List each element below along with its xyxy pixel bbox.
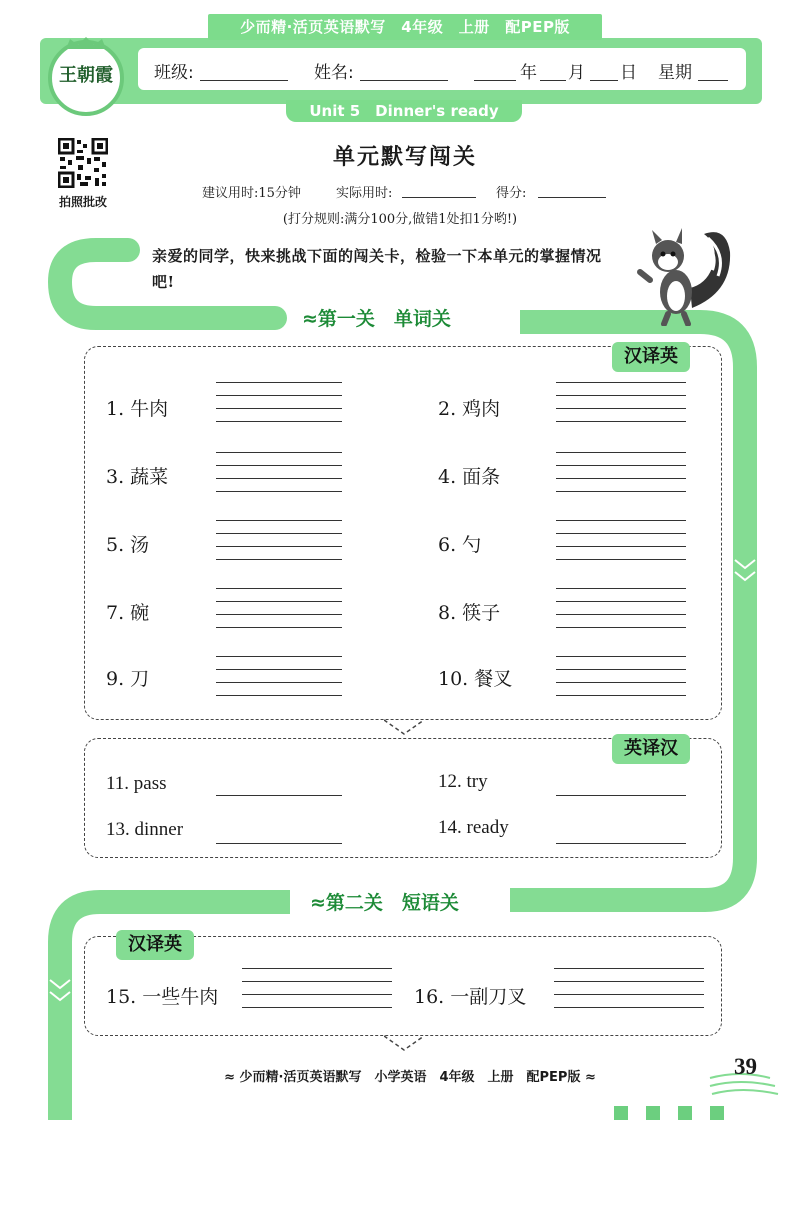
writing-lines-16[interactable]	[554, 968, 704, 1008]
word-item-8: 8. 筷子	[438, 602, 501, 624]
badge-en-cn: 英译汉	[612, 734, 690, 764]
decor-square	[710, 1106, 724, 1120]
level1-title: ≈第一关 单词关	[292, 304, 461, 331]
day-label: 日	[620, 63, 637, 83]
publisher-logo	[48, 40, 124, 116]
writing-lines-7[interactable]	[216, 588, 342, 628]
word-item-2: 2. 鸡肉	[438, 398, 501, 420]
score-field[interactable]	[538, 197, 606, 198]
series-banner	[208, 14, 602, 40]
name-label: 姓名:	[314, 63, 354, 83]
writing-lines-15[interactable]	[242, 968, 392, 1008]
qr-label: 拍照批改	[58, 195, 107, 209]
answer-line-14[interactable]	[556, 843, 686, 844]
writing-lines-10[interactable]	[556, 656, 686, 696]
phrase-item-16: 16. 一副刀叉	[414, 986, 527, 1008]
class-field[interactable]	[200, 80, 288, 81]
weekday-field[interactable]	[698, 80, 728, 81]
word-item-13: 13. dinner	[106, 819, 184, 840]
writing-lines-6[interactable]	[556, 520, 686, 560]
answer-line-11[interactable]	[216, 795, 342, 796]
level2-title: ≈第二关 短语关	[300, 888, 469, 915]
writing-lines-1[interactable]	[216, 382, 342, 422]
unit-tab	[286, 100, 522, 122]
writing-lines-4[interactable]	[556, 452, 686, 492]
writing-lines-9[interactable]	[216, 656, 342, 696]
score-label: 得分:	[496, 186, 527, 201]
year-field[interactable]	[474, 80, 516, 81]
scoring-rule: (打分规则:满分100分,做错1处扣1分哟!)	[282, 212, 518, 227]
answer-line-12[interactable]	[556, 795, 686, 796]
qr-code-icon[interactable]	[58, 138, 108, 188]
word-item-10: 10. 餐叉	[438, 668, 513, 690]
writing-lines-2[interactable]	[556, 382, 686, 422]
decor-square	[614, 1106, 628, 1120]
writing-lines-8[interactable]	[556, 588, 686, 628]
page-number: 39	[734, 1054, 757, 1079]
month-label: 月	[568, 63, 585, 83]
page-title: 单元默写闯关	[332, 145, 477, 170]
word-item-9: 9. 刀	[106, 668, 150, 690]
badge-cn-en: 汉译英	[612, 342, 690, 372]
word-item-6: 6. 勺	[438, 534, 482, 556]
student-info-box	[138, 48, 746, 90]
weekday-label: 星期	[658, 63, 692, 83]
name-field[interactable]	[360, 80, 448, 81]
badge-phrase-cn-en: 汉译英	[116, 930, 194, 960]
word-item-4: 4. 面条	[438, 466, 501, 488]
day-field[interactable]	[590, 80, 618, 81]
decor-square	[678, 1106, 692, 1120]
crown-icon	[64, 36, 108, 50]
logo-text: 王朝霞	[59, 65, 113, 86]
phrase-item-15: 15. 一些牛肉	[106, 986, 219, 1008]
box-notch-decoration-2	[384, 1028, 424, 1052]
answer-line-13[interactable]	[216, 843, 342, 844]
writing-lines-5[interactable]	[216, 520, 342, 560]
squirrel-mascot-icon	[632, 222, 736, 326]
actual-time-field[interactable]	[402, 197, 476, 198]
word-item-12: 12. try	[438, 771, 488, 792]
series-title: 少而精·活页英语默写 4年级 上册 配PEP版	[240, 18, 570, 36]
writing-lines-3[interactable]	[216, 452, 342, 492]
class-label: 班级:	[154, 63, 194, 83]
suggested-time: 建议用时:15分钟	[202, 186, 301, 201]
box-notch-decoration	[384, 712, 424, 736]
intro-text: 亲爱的同学，快来挑战下面的闯关卡，检验一下本单元的掌握情况吧!	[152, 247, 602, 291]
word-item-11: 11. pass	[106, 773, 167, 794]
word-item-14: 14. ready	[438, 817, 509, 838]
year-label: 年	[520, 63, 537, 83]
actual-time-label: 实际用时:	[336, 186, 393, 201]
month-field[interactable]	[540, 80, 566, 81]
word-item-1: 1. 牛肉	[106, 398, 169, 420]
decor-square	[646, 1106, 660, 1120]
footer-text: ≈ 少而精·活页英语默写 小学英语 4年级 上册 配PEP版 ≈	[224, 1070, 596, 1085]
word-item-3: 3. 蔬菜	[106, 466, 169, 488]
word-item-5: 5. 汤	[106, 534, 150, 556]
word-item-7: 7. 碗	[106, 602, 150, 624]
unit-title: Unit 5 Dinner's ready	[309, 102, 499, 120]
